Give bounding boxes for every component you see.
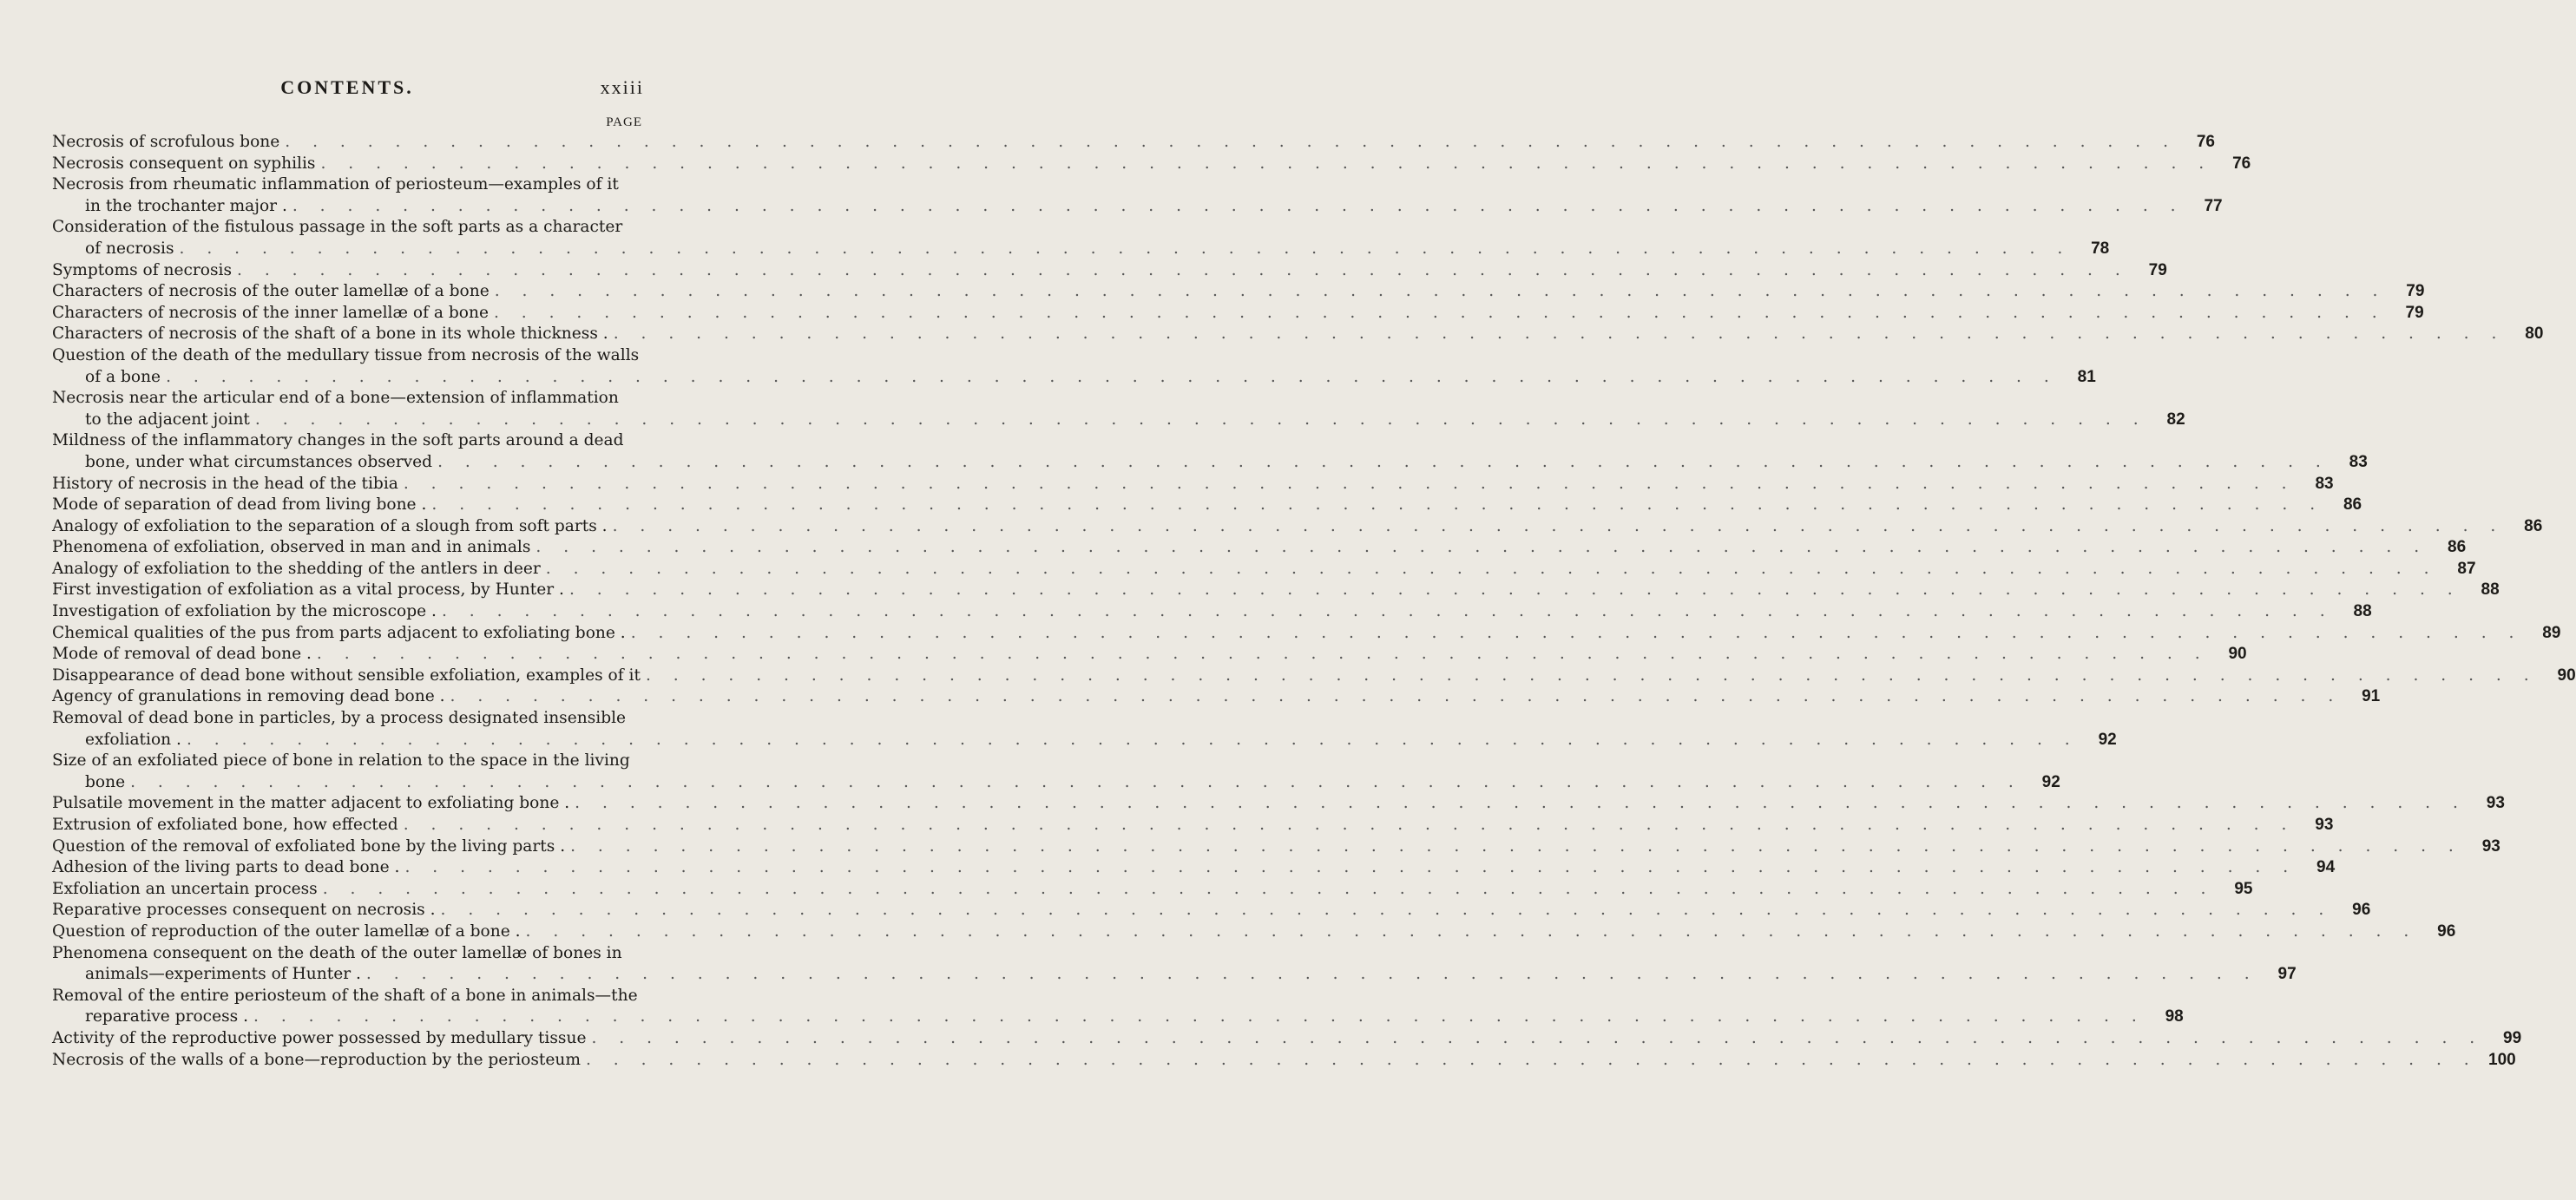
- toc-entry-text: Size of an exfoliated piece of bone in relation to the space in the living: [52, 751, 630, 770]
- toc-entry-page-number: 76: [2232, 154, 2251, 173]
- toc-entry-page-number: 95: [2234, 879, 2253, 898]
- toc-entry-text: Necrosis near the articular end of a bone—extension of inflammation: [52, 389, 619, 408]
- toc-entry: [52, 623, 2561, 645]
- toc-entry-line: [52, 1007, 2184, 1028]
- toc-entry-page-number: 90: [2228, 645, 2247, 664]
- leader-dots: [250, 410, 2147, 431]
- toc-entry: [52, 559, 2476, 580]
- toc-entry-text: Characters of necrosis of the shaft of a bone in its whole thickness .: [52, 325, 608, 344]
- toc-entry-text: of necrosis: [85, 239, 174, 258]
- toc-entry-line: [52, 836, 2500, 858]
- toc-entry-text: Analogy of exfoliation to the shedding of the antlers in deer: [52, 559, 541, 578]
- toc-entry-page-number: 80: [2525, 325, 2544, 344]
- leader-dots: [426, 495, 2323, 516]
- leader-dots: [318, 879, 2215, 901]
- leader-dots: [521, 921, 2418, 943]
- toc-entry-page-number: 86: [2343, 495, 2362, 515]
- toc-entry: [52, 708, 2117, 751]
- toc-entry-page-number: 100: [2488, 1050, 2516, 1069]
- toc-entry-page-number: 90: [2557, 666, 2576, 685]
- toc-entry-page-number: 93: [2481, 836, 2500, 856]
- toc-entry: [52, 516, 2543, 538]
- toc-entry-text: Characters of necrosis of the outer lamellæ of a bone: [52, 282, 490, 301]
- leader-dots: [432, 452, 2330, 474]
- leader-dots: [436, 900, 2333, 921]
- toc-entry-text: First investigation of exfoliation as a vital process, by Hunter .: [52, 580, 564, 600]
- toc-entry-text: Analogy of exfoliation to the separation of a slough from soft parts .: [52, 516, 608, 535]
- toc-entry-line: [52, 751, 660, 772]
- toc-entry-line: [52, 452, 2368, 474]
- toc-entry: [52, 1028, 2522, 1050]
- toc-entry-line: [52, 986, 660, 1007]
- toc-entry-line: [52, 623, 2561, 645]
- toc-entry-text: Question of the death of the medullary tissue from necrosis of the walls: [52, 345, 640, 364]
- toc-entry-page-number: 93: [2486, 794, 2505, 813]
- toc-entry-page-number: 86: [2448, 538, 2467, 557]
- toc-entry: [52, 154, 2251, 175]
- toc-entry-line: [52, 730, 2117, 751]
- toc-entry-text: bone, under what circumstances observed: [85, 452, 433, 471]
- toc-entry-line: [52, 196, 2223, 218]
- toc-entry-page-number: 79: [2405, 303, 2424, 322]
- toc-entry-page-number: 79: [2148, 260, 2167, 279]
- toc-entry-text: bone: [85, 772, 126, 791]
- toc-entry-text: Necrosis consequent on syphilis: [52, 154, 316, 173]
- toc-entry: [52, 815, 2334, 836]
- leader-dots: [581, 1050, 2478, 1072]
- folio: xxiii: [600, 76, 644, 98]
- toc-entry: [52, 430, 2368, 473]
- leader-dots: [541, 559, 2438, 580]
- toc-entry-line: [52, 601, 2372, 623]
- toc-entry-text: to the adjacent joint: [85, 410, 250, 429]
- toc-entry-text: Extrusion of exfoliated bone, how effected: [52, 816, 398, 834]
- toc-entry-page-number: 99: [2503, 1028, 2522, 1047]
- toc-entry-page-number: 98: [2165, 1007, 2184, 1026]
- toc-entry-line: [52, 345, 660, 367]
- toc-entry-page-number: 76: [2196, 133, 2215, 151]
- toc-entry: [52, 345, 2096, 388]
- toc-entry-line: [52, 474, 2334, 495]
- toc-entry: [52, 281, 2425, 303]
- leader-dots: [315, 154, 2212, 175]
- toc-entry: [52, 986, 2184, 1028]
- toc-entry-line: [52, 644, 2247, 666]
- toc-entry: [52, 644, 2247, 666]
- toc-entry-line: [52, 857, 2336, 879]
- toc-entry-line: [52, 943, 660, 965]
- toc-entry-text: Removal of dead bone in particles, by a process designated insensible: [52, 709, 627, 728]
- toc-entry-text: Chemical qualities of the pus from parts adjacent to exfoliating bone .: [52, 623, 626, 642]
- leader-dots: [608, 324, 2506, 345]
- leader-dots: [161, 367, 2058, 389]
- toc-entry-text: Pulsatile movement in the matter adjacent to exfoliating bone .: [52, 794, 570, 813]
- toc-entry: [52, 303, 2424, 325]
- toc-entry: [52, 900, 2371, 921]
- toc-entry-page-number: 92: [2098, 730, 2117, 749]
- leader-dots: [279, 132, 2177, 154]
- running-title: CONTENTS.: [280, 76, 414, 98]
- toc-entry: [52, 388, 2185, 430]
- toc-entry-text: Necrosis of scrofulous bone: [52, 133, 280, 151]
- toc-entry: [52, 474, 2334, 495]
- leader-dots: [248, 1007, 2146, 1028]
- leader-dots: [490, 281, 2387, 303]
- toc-entry-page-number: 83: [2315, 474, 2334, 493]
- leader-dots: [361, 964, 2258, 986]
- toc-entry-text: Question of the removal of exfoliated bone by the living parts .: [52, 836, 566, 856]
- toc-entry-text: Adhesion of the living parts to dead bone .: [52, 858, 400, 877]
- toc-entry: [52, 495, 2362, 516]
- toc-entry-line: [52, 410, 2185, 431]
- toc-entry: [52, 580, 2500, 601]
- toc-entry-text: Activity of the reproductive power possessed by medullary tissue: [52, 1028, 587, 1047]
- toc-entry-page-number: 96: [2437, 921, 2456, 941]
- toc-entry: [52, 1050, 2516, 1072]
- toc-entry-line: [52, 1028, 2522, 1050]
- toc-entry-text: in the trochanter major .: [85, 196, 287, 215]
- toc-entry-text: Phenomena consequent on the death of the outer lamellæ of bones in: [52, 943, 622, 962]
- toc-entry-line: [52, 686, 2381, 708]
- page-column-label: PAGE: [606, 115, 642, 129]
- toc-entry-page-number: 78: [2091, 239, 2110, 258]
- toc-entry-page-number: 82: [2166, 410, 2185, 429]
- toc-entry-line: [52, 430, 660, 452]
- leader-dots: [569, 793, 2467, 815]
- toc-entry-text: of a bone: [85, 367, 161, 386]
- toc-entry-line: [52, 239, 2110, 260]
- toc-entry-page-number: 93: [2315, 816, 2334, 834]
- toc-entry-text: Mode of removal of dead bone .: [52, 645, 312, 664]
- toc-entry-line: [52, 303, 2424, 325]
- toc-entry-line: [52, 772, 2060, 794]
- leader-dots: [641, 666, 2538, 687]
- toc-entry-line: [52, 174, 660, 196]
- toc-entry-page-number: 79: [2406, 282, 2425, 301]
- toc-entry: [52, 174, 2223, 217]
- toc-entry: [52, 943, 2297, 986]
- toc-entry-page-number: 88: [2353, 602, 2372, 621]
- toc-entry: [52, 666, 2576, 687]
- leader-dots: [398, 474, 2296, 495]
- table-of-contents: [52, 132, 2576, 1071]
- toc-entry-page-number: 97: [2277, 965, 2297, 984]
- toc-entry-line: [52, 708, 660, 730]
- leader-dots: [287, 196, 2185, 218]
- toc-entry-text: reparative process .: [85, 1007, 248, 1026]
- leader-dots: [530, 537, 2428, 559]
- leader-dots: [125, 772, 2022, 794]
- toc-entry: [52, 836, 2500, 858]
- toc-entry-text: Reparative processes consequent on necrosis .: [52, 901, 436, 920]
- toc-entry-line: [52, 367, 2096, 389]
- leader-dots: [489, 303, 2386, 325]
- toc-entry-line: [52, 495, 2362, 516]
- page-header: [0, 76, 694, 102]
- toc-entry-text: Exfoliation an uncertain process: [52, 879, 318, 898]
- toc-entry-line: [52, 900, 2371, 921]
- toc-entry-text: Question of reproduction of the outer lamellæ of a bone .: [52, 921, 521, 941]
- toc-entry-page-number: 83: [2349, 452, 2368, 471]
- toc-entry-line: [52, 815, 2334, 836]
- toc-entry-page-number: 88: [2481, 580, 2500, 600]
- toc-entry-text: Symptoms of necrosis: [52, 260, 233, 279]
- toc-entry-page-number: 87: [2457, 559, 2476, 578]
- toc-entry-line: [52, 793, 2505, 815]
- leader-dots: [586, 1028, 2483, 1050]
- toc-entry: [52, 751, 2060, 793]
- toc-entry-text: Necrosis of the walls of a bone—reproduction by the periosteum: [52, 1050, 581, 1069]
- toc-entry: [52, 217, 2110, 259]
- toc-entry-page-number: 91: [2362, 687, 2381, 706]
- toc-entry: [52, 921, 2456, 943]
- toc-entry: [52, 879, 2253, 901]
- leader-dots: [437, 601, 2334, 623]
- toc-entry-text: animals—experiments of Hunter .: [85, 965, 361, 984]
- toc-entry-text: Necrosis from rheumatic inflammation of periosteum—examples of it: [52, 175, 619, 194]
- toc-entry: [52, 132, 2215, 154]
- leader-dots: [626, 623, 2523, 645]
- toc-entry-text: Consideration of the fistulous passage in the soft parts as a character: [52, 218, 623, 237]
- toc-entry: [52, 686, 2381, 708]
- toc-entry: [52, 537, 2467, 559]
- toc-entry-text: Phenomena of exfoliation, observed in man and in animals: [52, 538, 531, 557]
- toc-entry-line: [52, 260, 2167, 282]
- toc-entry-line: [52, 1050, 2516, 1072]
- toc-entry-text: Characters of necrosis of the inner lamellæ of a bone: [52, 303, 489, 322]
- toc-entry-line: [52, 516, 2543, 538]
- leader-dots: [232, 260, 2129, 282]
- toc-entry-line: [52, 580, 2500, 601]
- toc-entry-page-number: 92: [2041, 772, 2060, 791]
- toc-entry-text: Investigation of exfoliation by the microscope .: [52, 602, 437, 621]
- toc-entry-line: [52, 921, 2456, 943]
- toc-entry-line: [52, 388, 660, 410]
- toc-entry-line: [52, 324, 2544, 345]
- leader-dots: [565, 836, 2462, 858]
- leader-dots: [399, 857, 2297, 879]
- leader-dots: [445, 686, 2343, 708]
- toc-entry: [52, 260, 2167, 282]
- toc-entry-page-number: 89: [2542, 623, 2561, 642]
- toc-entry-line: [52, 281, 2425, 303]
- leader-dots: [608, 516, 2505, 538]
- toc-entry-page-number: 96: [2352, 901, 2371, 920]
- toc-entry-text: Removal of the entire periosteum of the shaft of a bone in animals—the: [52, 986, 638, 1005]
- leader-dots: [312, 644, 2209, 666]
- leader-dots: [181, 730, 2079, 751]
- toc-entry-line: [52, 559, 2476, 580]
- toc-entry-line: [52, 217, 660, 239]
- toc-entry-page-number: 94: [2316, 858, 2336, 877]
- toc-entry-line: [52, 964, 2297, 986]
- toc-entry: [52, 857, 2336, 879]
- toc-entry-text: Disappearance of dead bone without sensible exfoliation, examples of it: [52, 666, 641, 685]
- toc-entry-text: History of necrosis in the head of the tibia: [52, 474, 398, 493]
- leader-dots: [398, 815, 2296, 836]
- toc-entry-line: [52, 154, 2251, 175]
- toc-entry-text: Mildness of the inflammatory changes in the soft parts around a dead: [52, 431, 624, 450]
- toc-entry-text: Mode of separation of dead from living bone .: [52, 495, 427, 515]
- toc-entry-line: [52, 879, 2253, 901]
- toc-entry-text: Agency of granulations in removing dead bone .: [52, 687, 445, 706]
- toc-entry: [52, 793, 2505, 815]
- toc-entry-line: [52, 132, 2215, 154]
- toc-entry-line: [52, 666, 2576, 687]
- toc-entry-page-number: 86: [2524, 516, 2543, 535]
- toc-entry: [52, 324, 2544, 345]
- leader-dots: [174, 239, 2072, 260]
- toc-entry-line: [52, 537, 2467, 559]
- toc-entry-text: exfoliation .: [85, 730, 181, 749]
- toc-entry-page-number: 81: [2077, 367, 2096, 386]
- toc-entry-page-number: 77: [2204, 196, 2223, 215]
- leader-dots: [564, 580, 2461, 601]
- toc-entry: [52, 601, 2372, 623]
